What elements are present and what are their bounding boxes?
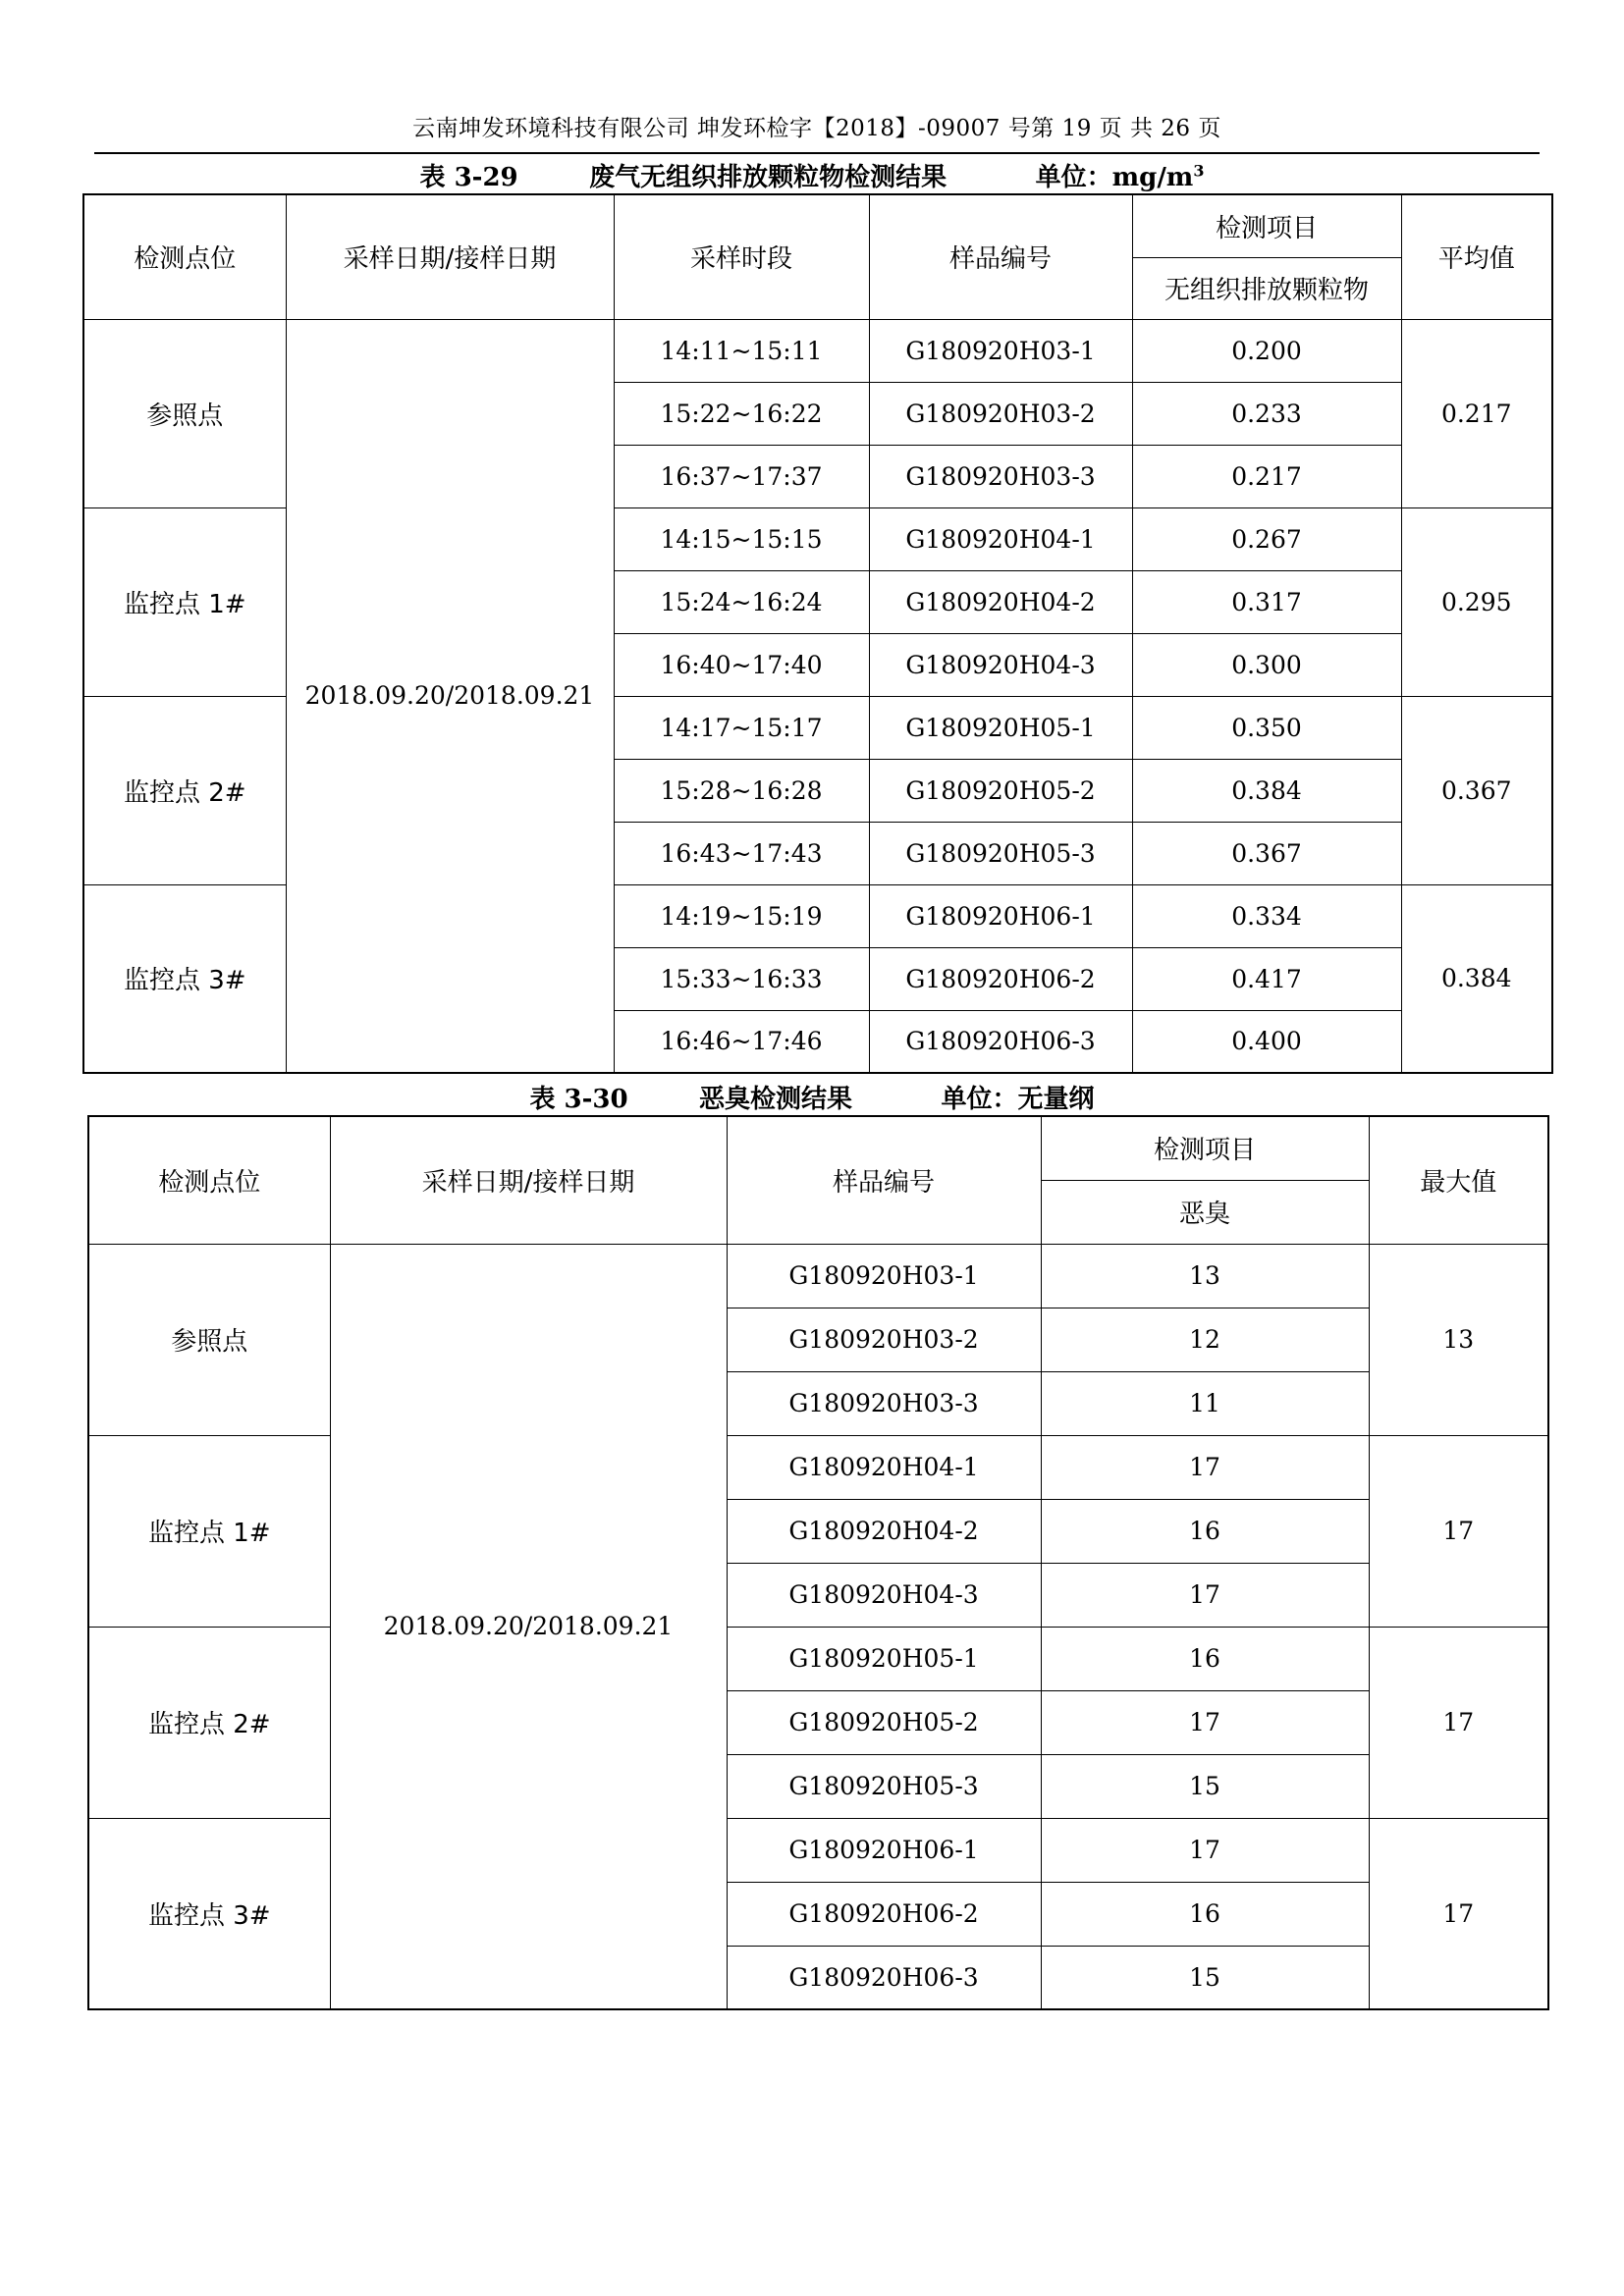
- point-cell: 参照点: [88, 1244, 330, 1435]
- sample-cell: G180920H03-2: [727, 1308, 1041, 1371]
- value-cell: 16: [1041, 1882, 1369, 1946]
- max-cell: 13: [1369, 1244, 1548, 1435]
- sample-cell: G180920H04-2: [727, 1499, 1041, 1563]
- header-sample: 样品编号: [869, 194, 1132, 319]
- value-cell: 0.350: [1132, 696, 1401, 759]
- average-cell: 0.384: [1401, 884, 1552, 1073]
- header-divider: [94, 152, 1540, 154]
- table-row: [88, 1818, 1548, 1882]
- period-cell: 15:22~16:22: [614, 382, 869, 445]
- period-cell: 16:46~17:46: [614, 1010, 869, 1073]
- average-cell: 0.217: [1401, 319, 1552, 507]
- header-item-name: 恶臭: [1041, 1180, 1369, 1244]
- header-point: 检测点位: [88, 1116, 330, 1244]
- header-average: 平均值: [1401, 194, 1552, 319]
- value-cell: 16: [1041, 1627, 1369, 1690]
- point-cell: 监控点 1#: [88, 1435, 330, 1627]
- sample-cell: G180920H05-2: [727, 1690, 1041, 1754]
- sample-cell: G180920H04-1: [727, 1435, 1041, 1499]
- header-item: 检测项目: [1041, 1116, 1369, 1180]
- value-cell: 17: [1041, 1435, 1369, 1499]
- value-cell: 12: [1041, 1308, 1369, 1371]
- date-cell: 2018.09.20/2018.09.21: [286, 319, 614, 1073]
- max-cell: 17: [1369, 1435, 1548, 1627]
- value-cell: 13: [1041, 1244, 1369, 1308]
- value-cell: 0.317: [1132, 570, 1401, 633]
- sample-cell: G180920H06-1: [727, 1818, 1041, 1882]
- header-item: 检测项目: [1132, 194, 1401, 257]
- value-cell: 0.334: [1132, 884, 1401, 947]
- sample-cell: G180920H03-1: [869, 319, 1132, 382]
- table1-caption: [0, 157, 1624, 193]
- point-cell: 监控点 3#: [83, 884, 286, 1073]
- point-cell: 监控点 3#: [88, 1818, 330, 2009]
- sample-cell: G180920H03-1: [727, 1244, 1041, 1308]
- period-cell: 15:33~16:33: [614, 947, 869, 1010]
- value-cell: 15: [1041, 1946, 1369, 2009]
- sample-cell: G180920H06-1: [869, 884, 1132, 947]
- average-cell: 0.295: [1401, 507, 1552, 696]
- table1-caption-number: 表 3-29: [419, 163, 518, 192]
- value-cell: 15: [1041, 1754, 1369, 1818]
- sample-cell: G180920H03-3: [869, 445, 1132, 507]
- sample-cell: G180920H05-2: [869, 759, 1132, 822]
- page-header: [94, 110, 1540, 142]
- sample-cell: G180920H06-2: [869, 947, 1132, 1010]
- sample-cell: G180920H05-1: [869, 696, 1132, 759]
- sample-cell: G180920H04-2: [869, 570, 1132, 633]
- value-cell: 0.233: [1132, 382, 1401, 445]
- sample-cell: G180920H06-2: [727, 1882, 1041, 1946]
- value-cell: 16: [1041, 1499, 1369, 1563]
- max-cell: 17: [1369, 1627, 1548, 1818]
- table-row: [88, 1244, 1548, 1308]
- sample-cell: G180920H04-3: [727, 1563, 1041, 1627]
- value-cell: 0.200: [1132, 319, 1401, 382]
- period-cell: 14:17~15:17: [614, 696, 869, 759]
- header-date: 采样日期/接样日期: [286, 194, 614, 319]
- period-cell: 14:11~15:11: [614, 319, 869, 382]
- period-cell: 15:24~16:24: [614, 570, 869, 633]
- value-cell: 17: [1041, 1690, 1369, 1754]
- value-cell: 17: [1041, 1563, 1369, 1627]
- sample-cell: G180920H05-3: [869, 822, 1132, 884]
- date-cell: 2018.09.20/2018.09.21: [330, 1244, 727, 2009]
- value-cell: 0.384: [1132, 759, 1401, 822]
- header-date: 采样日期/接样日期: [330, 1116, 727, 1244]
- period-cell: 14:19~15:19: [614, 884, 869, 947]
- value-cell: 0.300: [1132, 633, 1401, 696]
- table2-caption: [0, 1079, 1624, 1115]
- value-cell: 11: [1041, 1371, 1369, 1435]
- table2-caption-unit: 单位：无量纲: [941, 1085, 1095, 1114]
- sample-cell: G180920H06-3: [727, 1946, 1041, 2009]
- period-cell: 16:43~17:43: [614, 822, 869, 884]
- value-cell: 17: [1041, 1818, 1369, 1882]
- header-max: 最大值: [1369, 1116, 1548, 1244]
- sample-cell: G180920H06-3: [869, 1010, 1132, 1073]
- table-row: [88, 1627, 1548, 1690]
- average-cell: 0.367: [1401, 696, 1552, 884]
- table-row: [83, 319, 1552, 382]
- period-cell: 15:28~16:28: [614, 759, 869, 822]
- header-point: 检测点位: [83, 194, 286, 319]
- header-period: 采样时段: [614, 194, 869, 319]
- max-cell: 17: [1369, 1818, 1548, 2009]
- particulate-results-table: [82, 193, 1553, 1074]
- period-cell: 16:37~17:37: [614, 445, 869, 507]
- sample-cell: G180920H05-1: [727, 1627, 1041, 1690]
- sample-cell: G180920H04-3: [869, 633, 1132, 696]
- table1-caption-title: 废气无组织排放颗粒物检测结果: [589, 163, 947, 192]
- value-cell: 0.400: [1132, 1010, 1401, 1073]
- page-header-text: 云南坤发环境科技有限公司 坤发环检字【2018】-09007 号第 19 页 共 26 页: [412, 116, 1221, 141]
- table-row: [88, 1435, 1548, 1499]
- table2-caption-number: 表 3-30: [529, 1085, 628, 1114]
- point-cell: 监控点 1#: [83, 507, 286, 696]
- point-cell: 监控点 2#: [88, 1627, 330, 1818]
- value-cell: 0.417: [1132, 947, 1401, 1010]
- period-cell: 16:40~17:40: [614, 633, 869, 696]
- sample-cell: G180920H04-1: [869, 507, 1132, 570]
- sample-cell: G180920H03-2: [869, 382, 1132, 445]
- sample-cell: G180920H05-3: [727, 1754, 1041, 1818]
- period-cell: 14:15~15:15: [614, 507, 869, 570]
- point-cell: 监控点 2#: [83, 696, 286, 884]
- value-cell: 0.217: [1132, 445, 1401, 507]
- odor-results-table: [87, 1115, 1549, 2010]
- sample-cell: G180920H03-3: [727, 1371, 1041, 1435]
- value-cell: 0.267: [1132, 507, 1401, 570]
- table1-caption-unit: 单位：$mg/m^3$: [1035, 161, 1205, 192]
- value-cell: 0.367: [1132, 822, 1401, 884]
- table2-caption-title: 恶臭检测结果: [698, 1085, 852, 1114]
- header-item-name: 无组织排放颗粒物: [1132, 257, 1401, 319]
- point-cell: 参照点: [83, 319, 286, 507]
- header-sample: 样品编号: [727, 1116, 1041, 1244]
